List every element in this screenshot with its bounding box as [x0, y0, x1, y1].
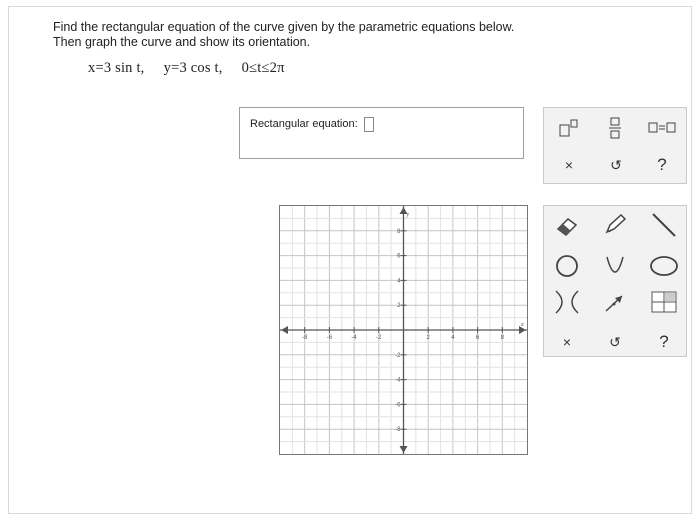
- x-tick-label: -4: [351, 335, 357, 341]
- y-tick-label: 4: [397, 278, 401, 285]
- table-icon[interactable]: [649, 288, 679, 316]
- vector-icon[interactable]: [600, 288, 630, 316]
- line-icon[interactable]: [649, 211, 679, 239]
- equals-template-icon[interactable]: [647, 114, 677, 142]
- x-tick-label: -8: [302, 335, 308, 341]
- x-tick-label: 6: [475, 335, 480, 341]
- clear-button[interactable]: ×: [564, 157, 574, 173]
- y-tick-label: 8: [397, 228, 401, 235]
- parametric-equations: x=3 sin t, y=3 cos t, 0≤t≤2π: [88, 60, 285, 76]
- answer-box: [239, 107, 524, 159]
- y-tick-label: -6: [395, 402, 401, 409]
- y-tick-label: -2: [395, 352, 401, 359]
- x-tick-label: 2: [426, 335, 430, 341]
- x-tick-label: -6: [326, 335, 333, 341]
- question-line-1: Find the rectangular equation of the curve given by the parametric equations below.: [53, 20, 515, 34]
- coordinate-grid[interactable]: [280, 206, 527, 454]
- ellipse-icon[interactable]: [649, 252, 679, 280]
- x-tick-label: -2: [376, 335, 382, 341]
- parabola-icon[interactable]: [600, 252, 630, 280]
- x-axis-arrow-left: [281, 326, 288, 334]
- graph-help-button[interactable]: ?: [659, 332, 669, 351]
- graph-clear-button[interactable]: ×: [562, 334, 572, 350]
- x-axis-label: x: [521, 322, 524, 328]
- y-axis-arrow-down: [400, 446, 408, 453]
- graph-undo-button[interactable]: ↺: [609, 334, 621, 350]
- eraser-icon[interactable]: [552, 211, 582, 239]
- undo-button[interactable]: ↺: [610, 157, 622, 173]
- x-tick-label: 4: [451, 335, 455, 341]
- help-button[interactable]: ?: [657, 155, 667, 174]
- superscript-icon[interactable]: [554, 114, 584, 142]
- y-tick-label: 6: [397, 253, 401, 260]
- graph-panel[interactable]: [279, 205, 528, 455]
- hyperbola-icon[interactable]: [552, 288, 582, 316]
- math-toolbar: [543, 107, 687, 184]
- circle-icon[interactable]: [552, 252, 582, 280]
- graph-toolbar: [543, 205, 687, 357]
- answer-input[interactable]: [364, 117, 374, 132]
- answer-label: Rectangular equation:: [250, 118, 358, 130]
- y-tick-label: -8: [395, 427, 401, 434]
- y-axis-label: y: [406, 212, 410, 218]
- y-tick-label: -4: [395, 377, 401, 384]
- question-line-2: Then graph the curve and show its orientation.: [53, 35, 311, 49]
- pencil-icon[interactable]: [600, 211, 630, 239]
- y-tick-label: 2: [397, 303, 401, 310]
- question-text: [53, 20, 514, 50]
- fraction-icon[interactable]: [601, 114, 631, 142]
- x-tick-label: 8: [500, 335, 504, 341]
